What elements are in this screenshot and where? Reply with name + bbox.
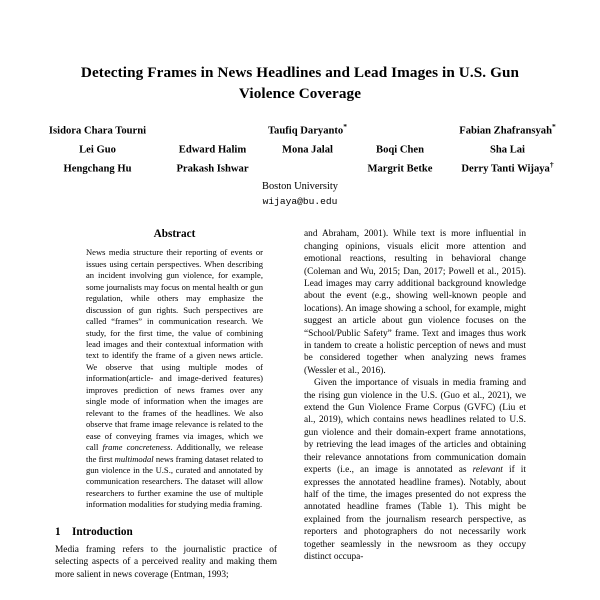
right-paragraph-2	[304, 377, 526, 563]
author-name	[30, 139, 165, 158]
left-column	[55, 228, 277, 581]
abstract-text-1: News media structure their reporting of events or issues using certain perspectives. When describing an incident involving gun violence, for example, some journalists may focus on mental health or gun regulation, while others may emphasize the discussion of gun rights. Such perspectives are called “frames” in communication research. We study, for the first time, the value of combining lead images and their contextual information with text to identify the frame of a given news article. We observe that using multiple modes of information(article- and image-derived features) improves prediction of news frames over any single mode of information when the images are relevant to the frames of the headlines. We also observe that frame image relevance is related to the ease of conveying frames via images, which we call	[86, 247, 263, 453]
section-number: 1	[55, 525, 61, 538]
body-columns	[55, 228, 545, 581]
right-paragraph-1: and Abraham, 2001). While text is more influential in changing opinions, visuals elicit more attention and emotional reactions, resulting in behavioral change (Coleman and Wu, 2015; Dan, 2017; Powell et al., 2015). Lead images may carry additional background knowledge about the event (e.g., showing well-known people and locations). An image showing a school, for example, might suggest an article about gun violence focuses on the “School/Public Safety” frame. Text and images thus work in tandem to create a holistic perception of news and must be considered together when analyzing news frames (Wessler et al., 2016).	[304, 229, 526, 376]
right-italic-relevant: relevant	[472, 465, 503, 476]
abstract-body	[86, 247, 263, 510]
author-label: Edward Halim	[178, 144, 247, 156]
author-name	[30, 158, 165, 177]
author-name	[260, 139, 355, 158]
contact-email: wijaya@bu.edu	[262, 196, 338, 208]
abstract-text-2: . Additionally, we release the first	[86, 442, 263, 464]
author-label: Isidora Chara Tourni	[48, 125, 147, 137]
right-text-2: if it expresses the annotated headline frames). Notably, about half of the time, the images presented do not express the annotated headline frames (Table 1). This might be explained from the journalism research perspective, as reporters and photographers do not necessarily work together seamlessly in the newsroom as they occupy distinct occupa-	[304, 465, 526, 562]
author-spacer	[355, 120, 445, 139]
section-heading-introduction	[55, 526, 277, 538]
abstract-italic-2: multimodal	[114, 453, 154, 464]
author-name	[445, 139, 570, 158]
author-superscript: *	[551, 122, 556, 131]
abstract-text-3: news framing dataset related to gun violence in the U.S., curated and annotated by communication researchers. The dataset will allow researchers to further examine the use of multiple information modalities for studying media framing.	[86, 453, 263, 510]
author-label: Sha Lai	[489, 144, 526, 156]
author-spacer	[165, 120, 260, 139]
affiliation: Boston University	[262, 181, 338, 193]
author-label: Derry Tanti Wijaya	[461, 163, 550, 175]
intro-paragraph: Media framing refers to the journalistic practice of selecting aspects of a perceived reality and making them more salient in news coverage (Entman, 1993;	[55, 544, 277, 580]
author-row-2	[55, 139, 545, 158]
author-label: Lei Guo	[79, 144, 116, 156]
author-name	[165, 139, 260, 158]
author-label: Fabian Zhafransyah	[459, 125, 552, 137]
author-superscript: *	[343, 122, 348, 131]
author-name	[355, 139, 445, 158]
author-row-3	[55, 158, 554, 177]
abstract-paragraph	[86, 247, 263, 510]
author-label: Boqi Chen	[376, 144, 424, 156]
author-label: Mona Jalal	[282, 144, 333, 156]
author-superscript: †	[549, 160, 554, 170]
abstract-heading: Abstract	[153, 228, 196, 241]
author-name	[260, 120, 355, 139]
page-title: Detecting Frames in News Headlines and Lead Images in U.S. Gun Violence Coverage	[80, 64, 520, 102]
author-row-1	[48, 120, 556, 139]
author-label: Hengchang Hu	[63, 163, 132, 175]
right-text-1: Given the importance of visuals in media framing and the rising gun violence in the U.S. (Guo et al., 2021), we extend the Gun Violence Frame Corpus (GVFC) (Liu et al., 2019), which contains news headlines related to U.S. gun violence and their domain-expert frame annotations, by retrieving the lead images of the articles and obtaining their relevance annotations from communication domain experts (i.e., an image is annotated as	[304, 378, 526, 476]
author-spacer	[260, 158, 355, 177]
abstract-italic-1: frame concreteness	[102, 442, 171, 453]
author-name	[355, 158, 445, 177]
abstract-section	[55, 228, 277, 510]
author-name	[445, 158, 570, 177]
author-label: Prakash Ishwar	[176, 163, 249, 175]
author-name	[30, 120, 165, 139]
author-name	[445, 120, 570, 139]
section-title: Introduction	[72, 525, 133, 538]
author-label: Taufiq Daryanto	[267, 125, 344, 137]
right-column	[304, 228, 526, 563]
author-label: Margrit Betke	[367, 163, 433, 175]
author-name	[165, 158, 260, 177]
author-block	[48, 120, 556, 177]
